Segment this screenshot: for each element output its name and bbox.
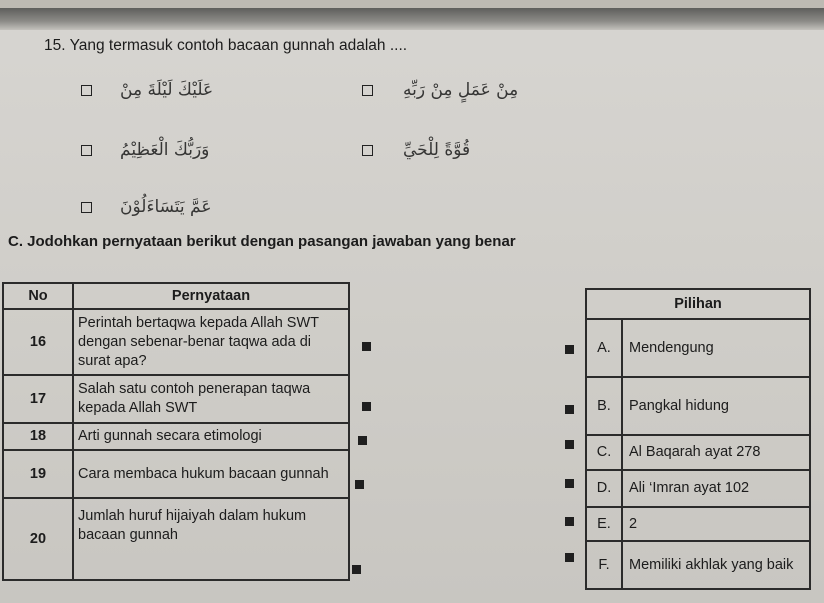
table-row (3, 450, 349, 498)
option-4[interactable] (362, 140, 470, 160)
choice-row (586, 377, 810, 435)
option-3[interactable] (81, 140, 209, 160)
option-1-checkbox[interactable] (81, 85, 92, 96)
match-dot-17[interactable] (362, 402, 371, 411)
option-3-arabic: وَرَبُّكَ الْعَظِيْمُ (120, 140, 210, 160)
row-number: 17 (3, 375, 73, 423)
choice-row (586, 319, 810, 377)
option-3-checkbox[interactable] (81, 145, 92, 156)
row-number: 20 (3, 498, 73, 580)
option-5-checkbox[interactable] (81, 202, 92, 213)
choice-row (586, 435, 810, 470)
choice-letter: D. (586, 470, 622, 507)
question-15-title: 15. Yang termasuk contoh bacaan gunnah adalah .... (44, 37, 408, 54)
option-2[interactable] (362, 80, 518, 100)
choice-row (586, 470, 810, 507)
choice-row (586, 507, 810, 541)
match-dot-20[interactable] (352, 565, 361, 574)
choice-letter: B. (586, 377, 622, 435)
match-dot-c[interactable] (565, 440, 574, 449)
option-1[interactable] (81, 80, 213, 100)
statement-text: Cara membaca hukum bacaan gunnah (73, 450, 349, 498)
choice-text: 2 (622, 507, 810, 541)
option-5[interactable] (81, 197, 212, 217)
choice-table (585, 288, 811, 590)
choice-text: Ali ‘Imran ayat 102 (622, 470, 810, 507)
option-4-checkbox[interactable] (362, 145, 373, 156)
match-dot-f[interactable] (565, 553, 574, 562)
row-number: 18 (3, 423, 73, 450)
header-pernyataan: Pernyataan (73, 283, 349, 309)
match-dot-16[interactable] (362, 342, 371, 351)
match-dot-19[interactable] (355, 480, 364, 489)
page-top-edge (0, 8, 824, 30)
statement-text: Arti gunnah secara etimologi (73, 423, 349, 450)
statement-text: Perintah bertaqwa kepada Allah SWT dengan sebenar-benar taqwa ada di surat apa? (73, 309, 349, 375)
choice-letter: A. (586, 319, 622, 377)
choice-letter: F. (586, 541, 622, 589)
option-1-arabic: عَلَيْكَ لَيْلَةَ مِنْ (120, 80, 214, 100)
choice-text: Memiliki akhlak yang baik (622, 541, 810, 589)
statement-table-header (3, 283, 349, 309)
match-dot-18[interactable] (358, 436, 367, 445)
choice-letter: E. (586, 507, 622, 541)
choice-text: Pangkal hidung (622, 377, 810, 435)
table-row (3, 423, 349, 450)
option-4-arabic: قُوَّةً لِلْحَيِّ (403, 140, 471, 160)
statement-text: Salah satu contoh penerapan taqwa kepada Allah SWT (73, 375, 349, 423)
row-number: 19 (3, 450, 73, 498)
header-pilihan: Pilihan (586, 289, 810, 319)
row-number: 16 (3, 309, 73, 375)
header-no: No (3, 283, 73, 309)
match-dot-a[interactable] (565, 345, 574, 354)
choice-letter: C. (586, 435, 622, 470)
option-2-checkbox[interactable] (362, 85, 373, 96)
choice-table-header (586, 289, 810, 319)
table-row (3, 375, 349, 423)
statement-table (2, 282, 350, 581)
match-dot-b[interactable] (565, 405, 574, 414)
match-dot-e[interactable] (565, 517, 574, 526)
statement-text: Jumlah huruf hijaiyah dalam hukum bacaan gunnah (73, 498, 349, 580)
option-2-arabic: مِنْ عَمَلٍ مِنْ رَبِّهِ (403, 80, 519, 100)
choice-text: Mendengung (622, 319, 810, 377)
choice-text: Al Baqarah ayat 278 (622, 435, 810, 470)
choice-row (586, 541, 810, 589)
section-c-title: C. Jodohkan pernyataan berikut dengan pasangan jawaban yang benar (8, 233, 516, 250)
table-row (3, 498, 349, 580)
option-5-arabic: عَمَّ يَتَسَاءَلُوْنَ (120, 197, 212, 217)
table-row (3, 309, 349, 375)
match-dot-d[interactable] (565, 479, 574, 488)
